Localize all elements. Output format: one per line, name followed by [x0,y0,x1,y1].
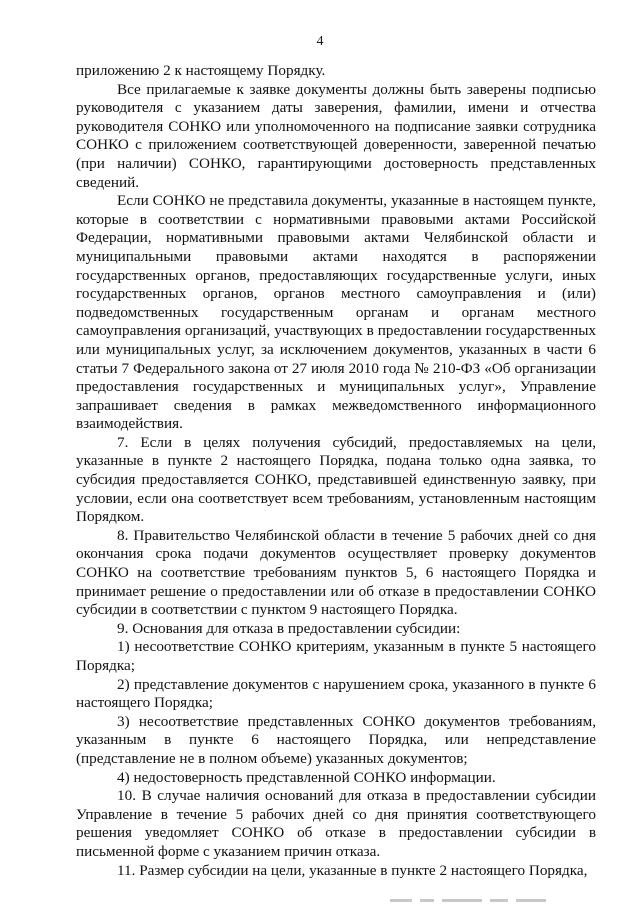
document-body [76,62,596,880]
list-item-refusal-4: 4) недостоверность представленной СОНКО информации. [117,768,496,786]
list-item-refusal-3: 3) несоответствие представленных СОНКО документов требованиям, указанным в пункте 6 настоящего Порядка, или непредставление (представление не в полном объеме) указанных документов; [76,712,596,767]
page-number: 4 [316,34,324,49]
paragraph-interagency-requests: Если СОНКО не представила документы, указанные в настоящем пункте, которые в соответствии с нормативными правовыми актами Российской Федерации, нормативными правовыми актами Челябинской области и муниципальными правовыми актами находятся в распоряжении государственных органов, предоставляющих государственные услуги, иных государственных органов, органов местного самоуправления и (или) подведомственных государственным органам и органам местного самоуправления организаций, участвующих в предоставлении государственных или муниципальных услуг, за исключением документов, указанных в части 6 статьи 7 Федерального закона от 27 июля 2010 года № 210-ФЗ «Об организации предоставления государственных и муниципальных услуг», Управление запрашивает сведения в рамках межведомственного информационного взаимодействия. [76,192,596,433]
paragraph-continuation: приложению 2 к настоящему Порядку. [76,62,326,79]
paragraph-clause-9: 9. Основания для отказа в предоставлении субсидии: [117,619,461,637]
paragraph-clause-8: 8. Правительство Челябинской области в течение 5 рабочих дней со дня окончания срока подачи документов осуществляет проверку документов СОНКО на соответствие требованиям пунктов 5, 6 настоящего Порядка и принимает решение о предоставлении или об отказе в предоставлении СОНКО субсидии в соответствии с пунктом 9 настоящего Порядка. [76,526,596,619]
paragraph-clause-10: 10. В случае наличия оснований для отказа в предоставлении субсидии Управление в течение 5 рабочих дней со дня принятия соответствующего решения уведомляет СОНКО об отказе в предоставлении субсидии в письменной форме с указанием причин отказа. [76,787,596,860]
paragraph-clause-11: 11. Размер субсидии на цели, указанные в пункте 2 настоящего Порядка, [117,861,588,879]
paragraph-certification-requirements: Все прилагаемые к заявке документы должны быть заверены подписью руководителя с указанием даты заверения, фамилии, имени и отчества руководителя СОНКО или уполномоченного на подписание заявки сотрудника СОНКО с приложением соответствующей доверенности, заверенной печатью (при наличии) СОНКО, гарантирующими достоверность представленных сведений. [76,80,596,191]
list-item-refusal-2: 2) представление документов с нарушением срока, указанного в пункте 6 настоящего Порядка; [76,675,596,712]
list-item-refusal-1: 1) несоответствие СОНКО критериям, указанным в пункте 5 настоящего Порядка; [76,638,596,674]
scan-artifact [390,899,570,903]
paragraph-clause-7: 7. Если в целях получения субсидий, предоставляемых на цели, указанные в пункте 2 настоящего Порядка, подана только одна заявка, то субсидия предоставляется СОНКО, представившей единственную заявку, при условии, если она соответствует всем требованиям, установленным настоящим Порядком. [76,433,596,526]
